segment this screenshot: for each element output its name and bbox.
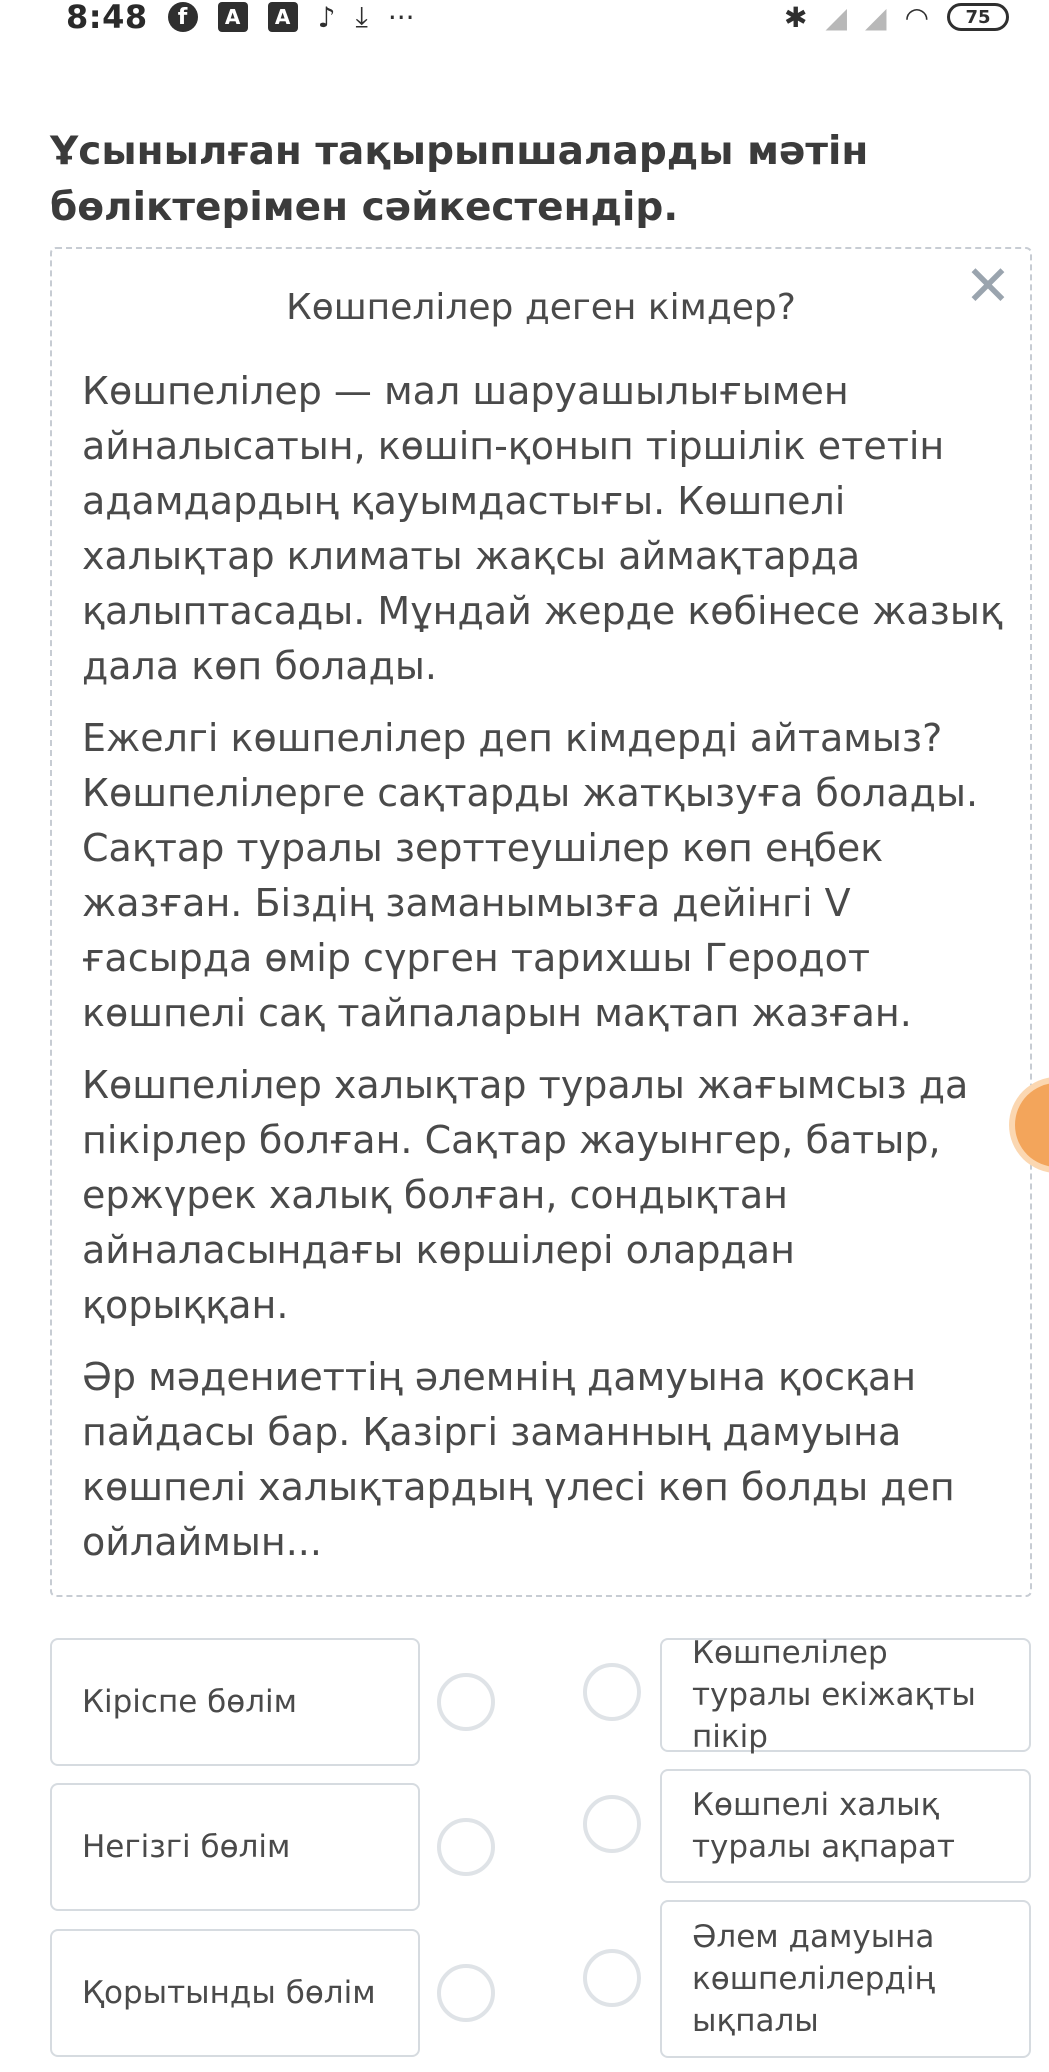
- left-item-label: Қорытынды бөлім: [82, 1975, 376, 2011]
- download-icon: ⤓: [355, 0, 368, 33]
- battery-indicator: 75: [947, 3, 1009, 31]
- close-icon[interactable]: ✕: [964, 254, 1012, 319]
- right-item-world-impact[interactable]: [660, 1900, 1031, 2058]
- left-item-label: Кіріспе бөлім: [82, 1684, 298, 1720]
- facebook-icon: f: [168, 2, 198, 32]
- card-title: Көшпелілер деген кімдер?: [286, 287, 796, 328]
- right-connector-dot[interactable]: [583, 1795, 641, 1853]
- signal-icon: ◢: [825, 0, 848, 34]
- status-time: 8:48: [66, 0, 148, 36]
- signal-icon: ◢: [865, 0, 887, 34]
- more-icon: ···: [387, 0, 415, 34]
- left-item-conclusion[interactable]: [50, 1929, 420, 2057]
- paragraph: Ежелгі көшпелілер деп кімдерді айтамыз? Көшпелілерге сақтарды жатқызуға болады. Сақтар туралы зерттеушілер көп еңбек жазған. Біздің заманымызға дейінгі V ғасырда өмір сүрген тарихшы Геродот көшпелі сақ тайпаларын мақтап жазған.: [82, 716, 979, 1035]
- right-item-label: Әлем дамуына көшпелілердің ықпалы: [692, 1919, 935, 2039]
- question-heading: Ұсынылған тақырыпшаларды мәтін бөліктерімен сәйкестендір.: [50, 129, 869, 230]
- left-connector-dot[interactable]: [437, 1818, 495, 1876]
- font-a-icon: A: [268, 2, 298, 32]
- right-connector-dot[interactable]: [583, 1949, 641, 2007]
- left-item-label: Негізгі бөлім: [82, 1829, 291, 1865]
- text-card: [50, 247, 1032, 1597]
- left-item-main[interactable]: [50, 1783, 420, 1911]
- right-item-nomad-info[interactable]: [660, 1769, 1031, 1883]
- left-connector-dot[interactable]: [437, 1673, 495, 1731]
- right-item-dual-opinion[interactable]: [660, 1635, 1031, 1755]
- text-paragraphs: [82, 364, 1012, 1587]
- status-bar: [0, 0, 1049, 34]
- font-a-icon: A: [218, 2, 248, 32]
- paragraph: Көшпелілер — мал шаруашылығымен айналысатын, көшіп-қонып тіршілік ететін адамдардың қауымдастығы. Көшпелі халықтар климаты жақсы аймақтарда қалыптасады. Мұндай жерде көбінесе жазық дала көп болады.: [82, 369, 1003, 688]
- right-connector-dot[interactable]: [583, 1663, 641, 1721]
- status-right: [784, 1, 1009, 34]
- tiktok-icon: ♪: [317, 0, 336, 34]
- paragraph: Көшпелілер халықтар туралы жағымсыз да пікірлер болған. Сақтар жауынгер, батыр, ержүрек халық болған, сондықтан айналасындағы көршілері олардан қорыққан.: [82, 1063, 969, 1327]
- right-item-label: Көшпелі халық туралы ақпарат: [692, 1787, 955, 1865]
- paragraph: Әр мәдениеттің әлемнің дамуына қосқан пайдасы бар. Қазіргі заманның дамуына көшпелі халықтардың үлесі көп болды деп ойлаймын...: [82, 1355, 955, 1564]
- status-left: [66, 0, 415, 36]
- left-connector-dot[interactable]: [437, 1964, 495, 2022]
- left-item-intro[interactable]: [50, 1638, 420, 1766]
- right-item-label: Көшпелілер туралы екіжақты пікір: [692, 1635, 976, 1755]
- wifi-icon: ◠: [904, 0, 929, 34]
- bluetooth-icon: ✱: [784, 0, 808, 34]
